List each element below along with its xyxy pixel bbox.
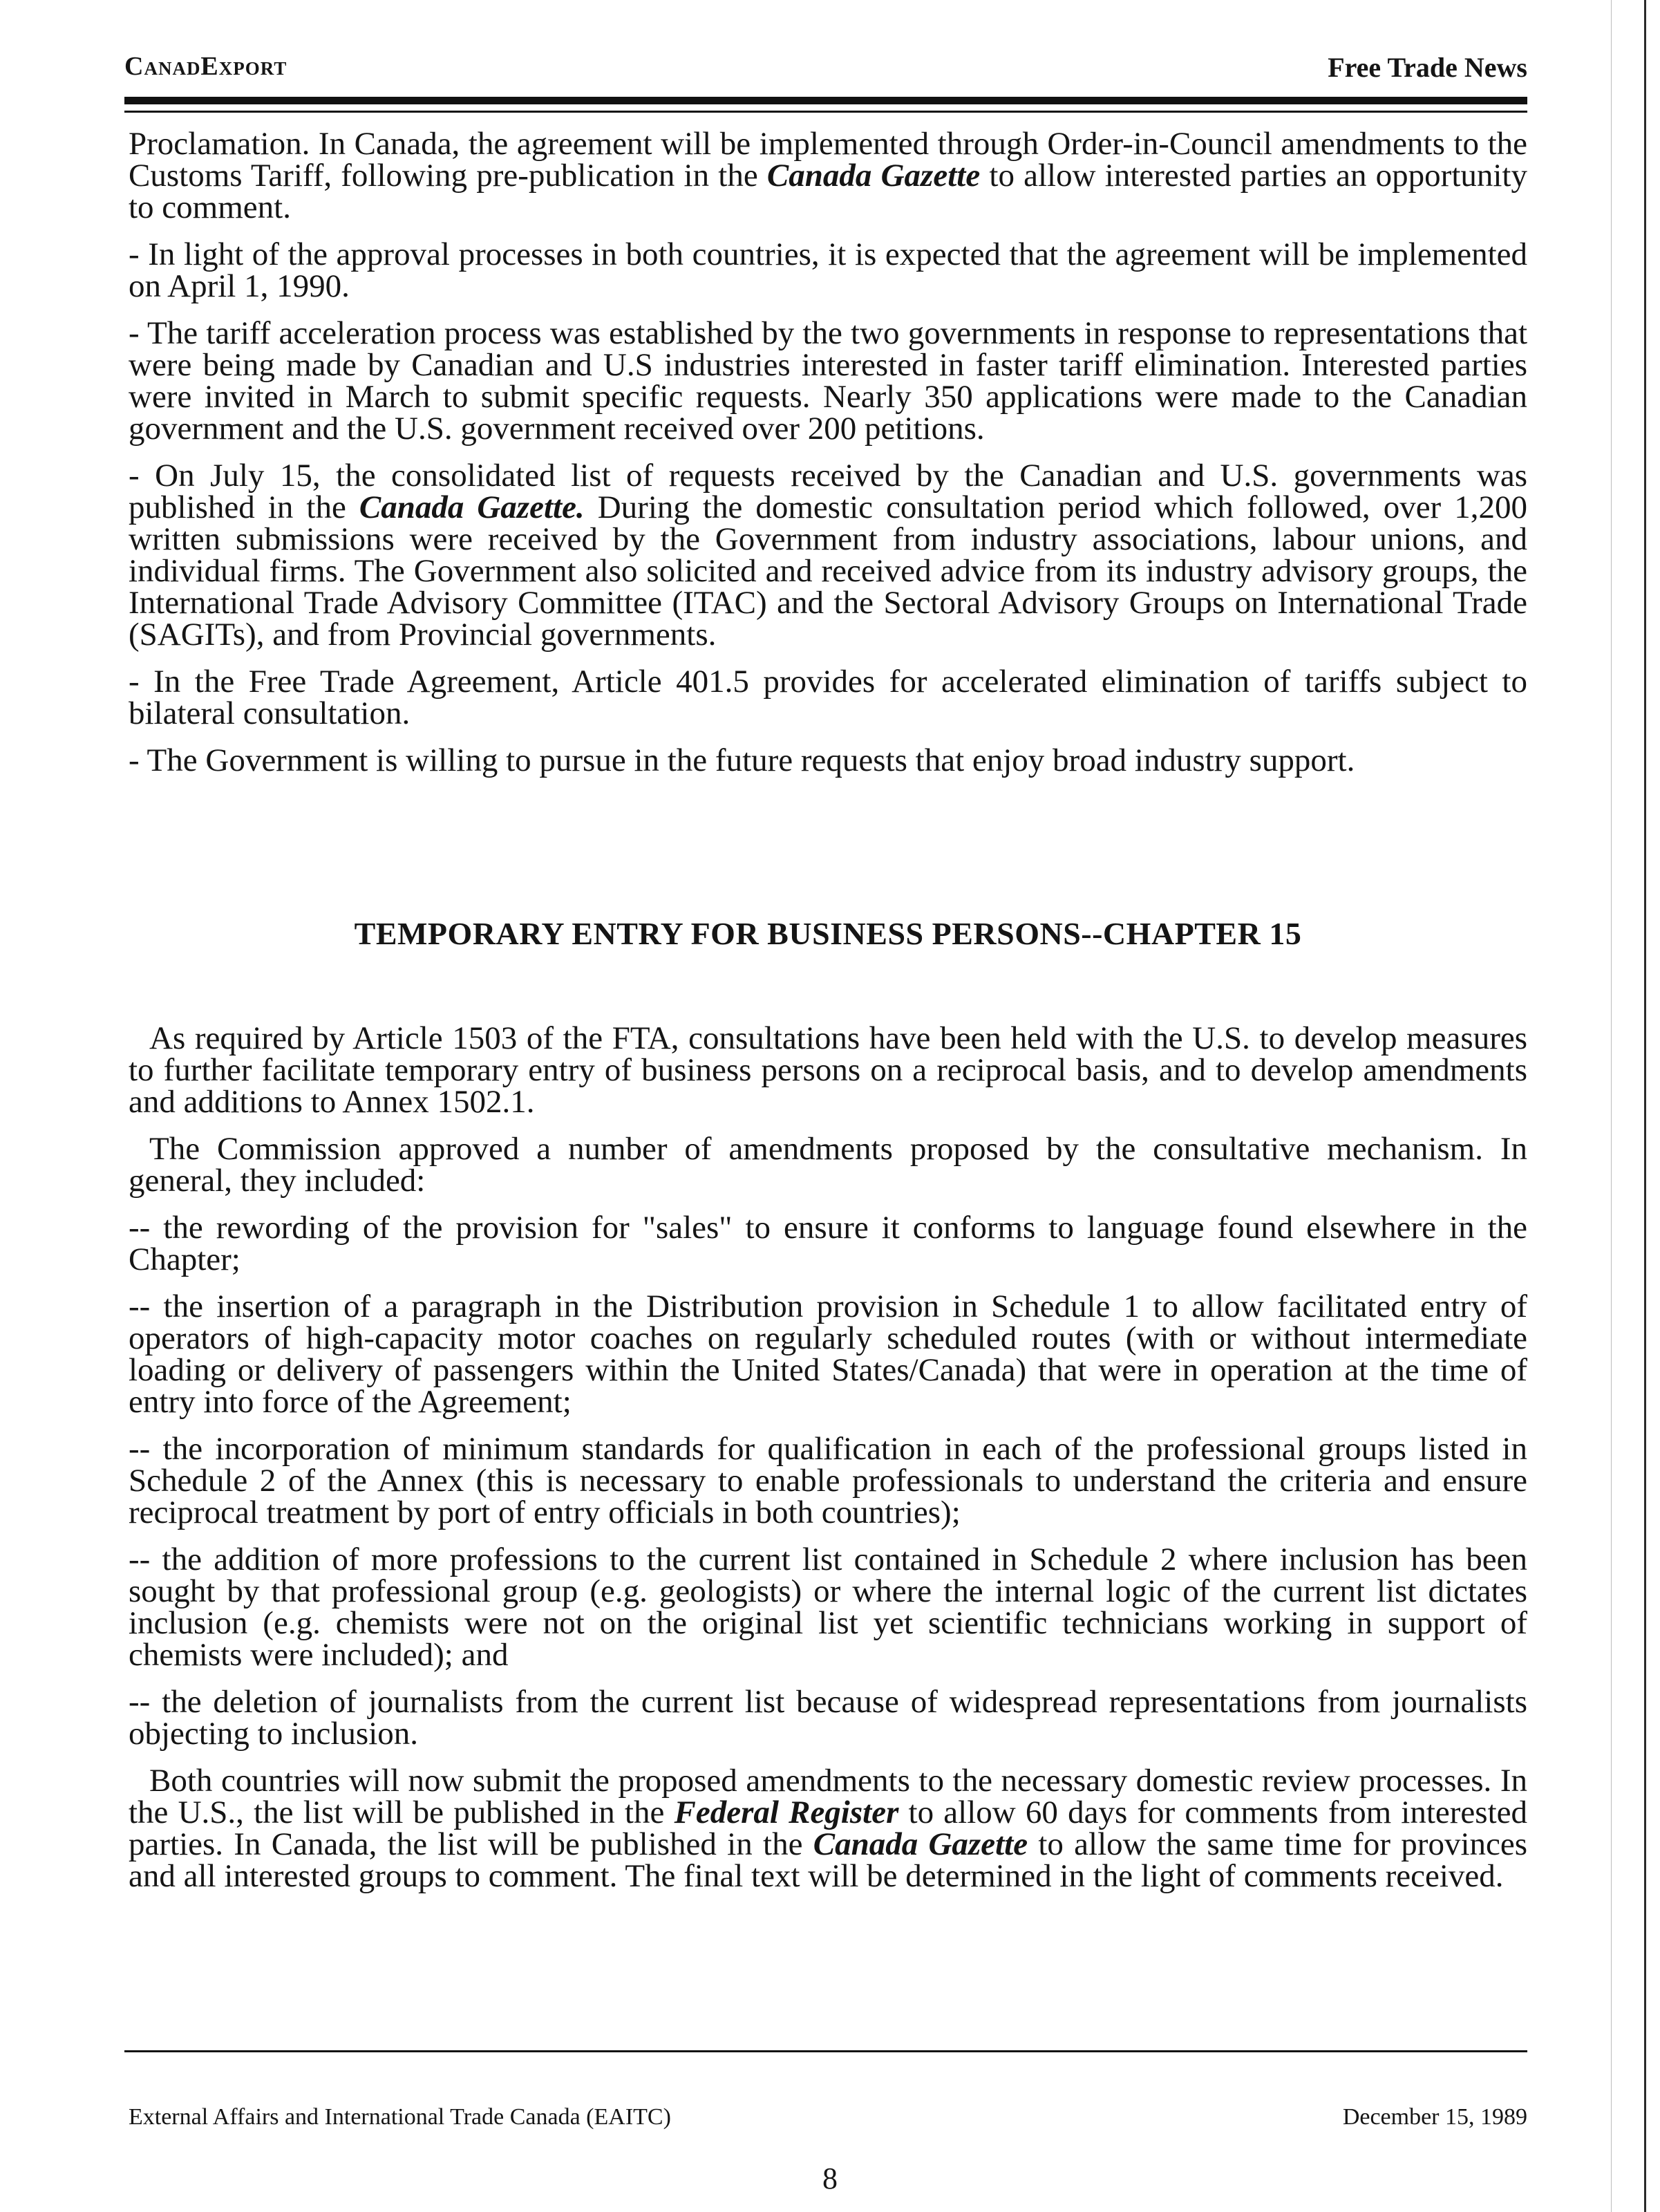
- paragraph-future-requests: - The Government is willing to pursue in the future requests that enjoy broad industry support.: [129, 742, 1355, 778]
- emphasis-canada-gazette: Canada Gazette: [813, 1826, 1028, 1862]
- paragraph-review-processes: Both countries will now submit the proposed amendments to the necessary domestic review processes. In the U.S., the list will be published in the Federal Register to allow 60 days for comments from interested parties. In Canada, the list will be published in the Canada Gazette to allow the same time for provinces and all interested groups to comment. The final text will be determined in the light of comments received.: [129, 1763, 1528, 1894]
- list-item-professions: -- the addition of more professions to the current list contained in Schedule 2 where inclusion has been sought by that professional group (e.g. geologists) or where the internal logic of the current list dictates inclusion (e.g. chemists were not on the original list yet scientific technicians working in support of chemists were included); and: [129, 1541, 1527, 1673]
- paragraph-consultation: - On July 15, the consolidated list of requests received by the Canadian and U.S. governments was published in the Canada Gazette. During the domestic consultation period which followed, over 1,200 written submissions were received by the Government from industry associations, labour unions, and individual firms. The Government also solicited and received advice from its industry advisory groups, the International Trade Advisory Committee (ITAC) and the Sectoral Advisory Groups on International Trade (SAGITs), and from Provincial governments.: [129, 458, 1527, 653]
- section-heading: TEMPORARY ENTRY FOR BUSINESS PERSONS--CHAPTER 15: [354, 916, 1302, 951]
- paragraph-article-401: - In the Free Trade Agreement, Article 401.5 provides for accelerated elimination of tariffs subject to bilateral consultation.: [129, 664, 1527, 731]
- list-item-standards: -- the incorporation of minimum standards for qualification in each of the professional groups listed in Schedule 2 of the Annex (this is necessary to enable professionals to understand the criteria and ensure reciprocal treatment by port of entry officials in both countries);: [129, 1431, 1527, 1530]
- page-edge-rule-thin: [1611, 0, 1612, 2212]
- header-rule-thin: [124, 111, 1527, 113]
- footer-rule: [124, 2050, 1527, 2052]
- page-edge-rule: [1644, 0, 1646, 2212]
- paragraph-commission: The Commission approved a number of amendments proposed by the consultative mechanism. In general, they included:: [129, 1131, 1527, 1199]
- footer-publisher: External Affairs and International Trade Canada (EAITC): [129, 2104, 671, 2130]
- list-item-sales: -- the rewording of the provision for "sales" to ensure it conforms to language found elsewhere in the Chapter;: [129, 1210, 1527, 1277]
- page-number: 8: [822, 2162, 838, 2195]
- paragraph-proclamation: Proclamation. In Canada, the agreement will be implemented through Order-in-Council amendments to the Customs Tariff, following pre-publication in the Canada Gazette to allow interested parties an opportunity to comment.: [129, 126, 1527, 225]
- emphasis-federal-register: Federal Register: [674, 1794, 899, 1830]
- article-body: [129, 128, 1527, 1907]
- publication-title: CanadExport: [124, 52, 287, 81]
- emphasis-canada-gazette: Canada Gazette.: [359, 489, 585, 525]
- paragraph-approval: - In light of the approval processes in both countries, it is expected that the agreement will be implemented on April 1, 1990.: [129, 236, 1527, 304]
- footer-date: December 15, 1989: [1342, 2104, 1527, 2130]
- list-item-distribution: -- the insertion of a paragraph in the Distribution provision in Schedule 1 to allow facilitated entry of operators of high-capacity motor coaches on regularly scheduled routes (with or without intermediate loading or delivery of passengers within the United States/Canada) that were in operation at the time of entry into force of the Agreement;: [129, 1288, 1527, 1420]
- section-title: Free Trade News: [1328, 52, 1527, 83]
- emphasis-canada-gazette: Canada Gazette: [766, 158, 981, 194]
- page-header: [124, 47, 1527, 88]
- header-rule-thick: [124, 97, 1527, 104]
- list-item-journalists: -- the deletion of journalists from the current list because of widespread representations from journalists objecting to inclusion.: [129, 1684, 1527, 1752]
- paragraph-article-1503: As required by Article 1503 of the FTA, consultations have been held with the U.S. to develop measures to further facilitate temporary entry of business persons on a reciprocal basis, and to develop amendments and additions to Annex 1502.1.: [129, 1020, 1527, 1120]
- paragraph-tariff-acceleration: - The tariff acceleration process was established by the two governments in response to representations that were being made by Canadian and U.S industries interested in faster tariff elimination. Interested parties were invited in March to submit specific requests. Nearly 350 applications were made to the Canadian government and the U.S. government received over 200 petitions.: [129, 315, 1527, 447]
